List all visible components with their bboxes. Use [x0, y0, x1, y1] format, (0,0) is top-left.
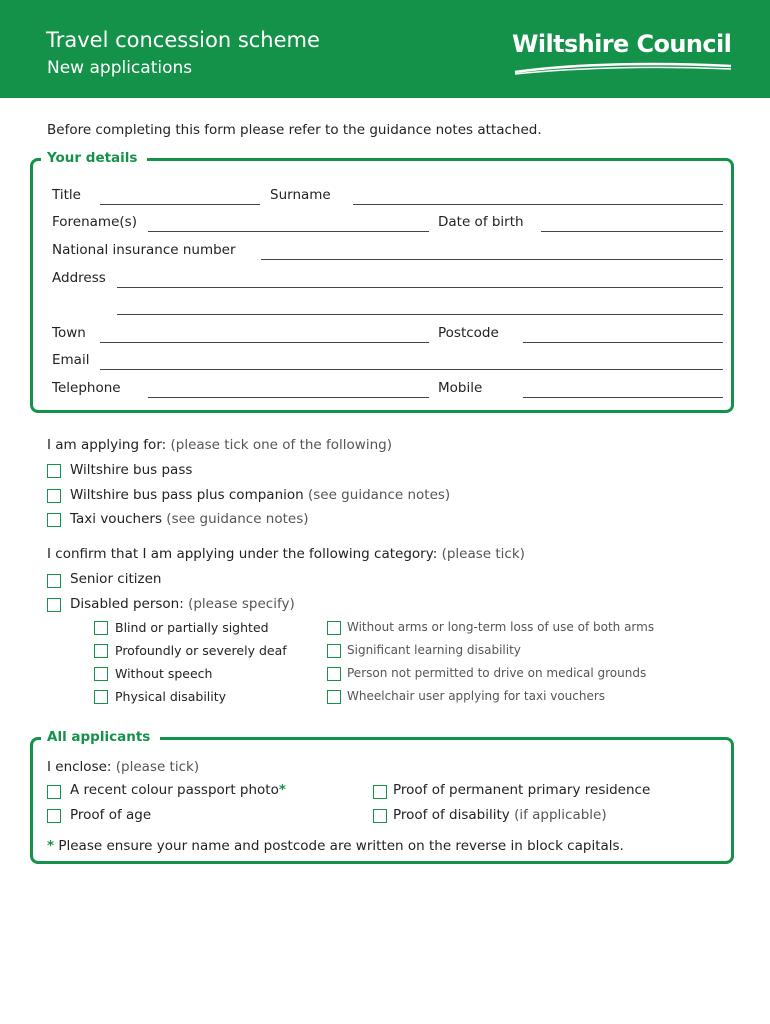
passport-photo-option [70, 782, 286, 798]
logo-swoosh-icon [512, 60, 734, 76]
title-label: Title [52, 187, 81, 203]
category-hint: (please tick) [441, 546, 525, 562]
proof-disability-note: (if applicable) [514, 807, 607, 823]
your-details-panel [30, 158, 734, 413]
residence-label: Proof of permanent primary residence [393, 782, 651, 798]
surname-field[interactable] [353, 204, 723, 205]
category-question [47, 546, 525, 562]
forenames-field[interactable] [148, 231, 429, 232]
proof-age-checkbox[interactable] [47, 809, 61, 823]
bus-pass-companion-label: Wiltshire bus pass plus companion [70, 487, 304, 503]
dob-field[interactable] [541, 231, 723, 232]
your-details-legend: Your details [41, 150, 147, 166]
bus-pass-checkbox[interactable] [47, 464, 61, 478]
passport-photo-checkbox[interactable] [47, 785, 61, 799]
disabled-person-checkbox[interactable] [47, 598, 61, 612]
wheelchair-checkbox[interactable] [327, 690, 341, 704]
proof-age-label: Proof of age [70, 807, 152, 823]
town-field[interactable] [100, 342, 429, 343]
without-arms-checkbox[interactable] [327, 621, 341, 635]
intro-text: Before completing this form please refer to the guidance notes attached. [47, 122, 542, 138]
passport-photo-label: A recent colour passport photo [70, 782, 279, 798]
not-permitted-drive-label: Person not permitted to drive on medical grounds [347, 666, 647, 680]
email-field[interactable] [100, 369, 723, 370]
bus-pass-label: Wiltshire bus pass [70, 462, 193, 478]
taxi-vouchers-label: Taxi vouchers [70, 511, 162, 527]
bus-pass-option [70, 462, 192, 478]
wheelchair-label: Wheelchair user applying for taxi vouchers [347, 689, 606, 703]
town-label: Town [52, 325, 86, 341]
address-label: Address [52, 270, 106, 286]
without-speech-label: Without speech [115, 666, 213, 681]
form-title: Travel concession scheme [46, 28, 320, 52]
footnote-star: * [47, 838, 55, 854]
enclose-label: I enclose: [47, 759, 112, 775]
blind-checkbox[interactable] [94, 621, 108, 635]
taxi-vouchers-note: (see guidance notes) [166, 511, 309, 527]
telephone-label: Telephone [52, 380, 121, 396]
page-header [0, 0, 770, 98]
footnote [47, 838, 624, 854]
senior-citizen-label: Senior citizen [70, 571, 162, 587]
physical-disability-checkbox[interactable] [94, 690, 108, 704]
all-applicants-legend: All applicants [41, 729, 160, 745]
applying-for-label: I am applying for: [47, 437, 167, 453]
forenames-label: Forename(s) [52, 214, 137, 230]
residence-checkbox[interactable] [373, 785, 387, 799]
learning-disability-label: Significant learning disability [347, 643, 521, 657]
not-permitted-drive-checkbox[interactable] [327, 667, 341, 681]
without-speech-checkbox[interactable] [94, 667, 108, 681]
bus-pass-companion-checkbox[interactable] [47, 489, 61, 503]
mobile-label: Mobile [438, 380, 483, 396]
council-logo [512, 30, 731, 58]
disabled-person-option [70, 596, 295, 612]
surname-label: Surname [270, 187, 331, 203]
logo-text: Wiltshire Council [512, 30, 732, 58]
address-field-1[interactable] [117, 287, 723, 288]
taxi-vouchers-checkbox[interactable] [47, 513, 61, 527]
disabled-person-label: Disabled person: [70, 596, 184, 612]
postcode-field[interactable] [523, 342, 723, 343]
mobile-field[interactable] [523, 397, 723, 398]
dob-label: Date of birth [438, 214, 524, 230]
bus-pass-companion-note: (see guidance notes) [307, 487, 451, 503]
learning-disability-checkbox[interactable] [327, 644, 341, 658]
postcode-label: Postcode [438, 325, 499, 341]
blind-label: Blind or partially sighted [115, 620, 269, 635]
physical-disability-label: Physical disability [115, 689, 227, 704]
ni-label: National insurance number [52, 242, 236, 258]
telephone-field[interactable] [148, 397, 429, 398]
email-label: Email [52, 352, 90, 368]
footnote-text: Please ensure your name and postcode are written on the reverse in block capitals. [58, 838, 624, 854]
passport-photo-star: * [278, 782, 286, 798]
disabled-person-hint: (please specify) [188, 596, 295, 612]
proof-disability-label: Proof of disability [393, 807, 510, 823]
taxi-vouchers-option [70, 511, 309, 527]
deaf-checkbox[interactable] [94, 644, 108, 658]
form-subtitle: New applications [47, 58, 193, 78]
address-field-2[interactable] [117, 314, 723, 315]
proof-disability-checkbox[interactable] [373, 809, 387, 823]
senior-citizen-checkbox[interactable] [47, 574, 61, 588]
proof-disability-option [393, 807, 607, 823]
bus-pass-companion-option [70, 487, 450, 503]
applying-for-question [47, 437, 392, 453]
without-arms-label: Without arms or long-term loss of use of both arms [347, 620, 655, 634]
deaf-label: Profoundly or severely deaf [115, 643, 287, 658]
enclose-question [47, 759, 199, 775]
applying-for-hint: (please tick one of the following) [170, 437, 392, 453]
ni-field[interactable] [261, 259, 723, 260]
title-field[interactable] [100, 204, 260, 205]
category-label: I confirm that I am applying under the following category: [47, 546, 438, 562]
enclose-hint: (please tick) [115, 759, 200, 775]
